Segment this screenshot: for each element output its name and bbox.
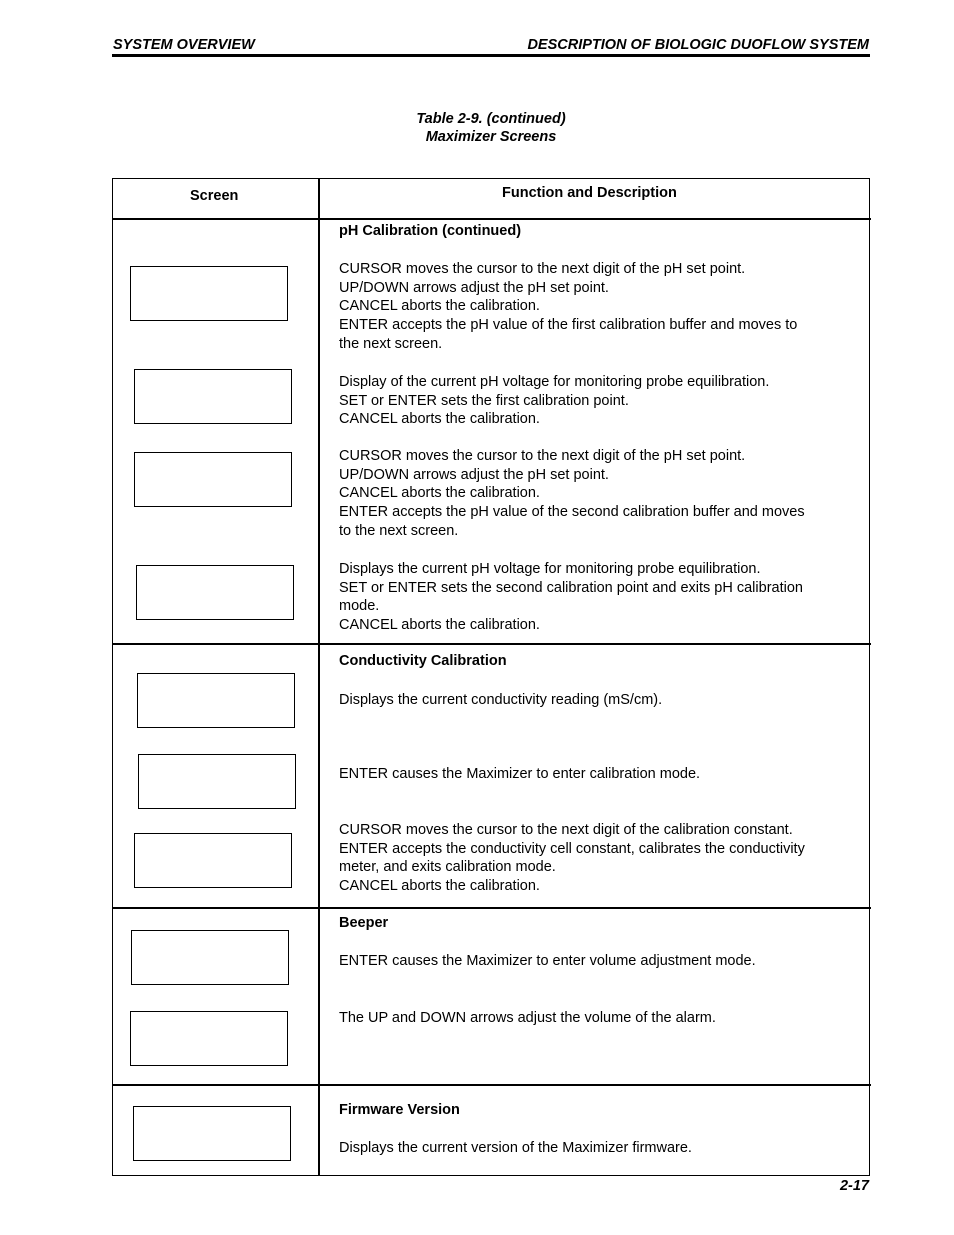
screen-box xyxy=(130,1011,288,1066)
column-header-screen: Screen xyxy=(190,188,239,204)
table-caption-number: Table 2-9. (continued) xyxy=(416,111,566,127)
text-line: ENTER causes the Maximizer to enter calibration mode. xyxy=(339,766,701,782)
text-line: Displays the current pH voltage for monitoring probe equilibration. xyxy=(339,561,761,577)
text-line: UP/DOWN arrows adjust the pH set point. xyxy=(339,279,609,296)
text-line: CURSOR moves the cursor to the next digit of the calibration constant. xyxy=(339,822,793,838)
text-line: CANCEL aborts the calibration. xyxy=(339,878,540,895)
text-line: Displays the current version of the Maximizer firmware. xyxy=(339,1140,692,1156)
running-header-left: SYSTEM OVERVIEW xyxy=(113,37,255,53)
text-line: The UP and DOWN arrows adjust the volume of the alarm. xyxy=(339,1010,716,1026)
text-line: ENTER causes the Maximizer to enter volume adjustment mode. xyxy=(339,953,756,969)
text-line: CANCEL aborts the calibration. xyxy=(339,617,540,634)
conductivity-block-1 xyxy=(339,691,854,710)
text-line: SET or ENTER sets the second calibration point and exits pH calibration xyxy=(339,579,803,596)
text-line: Displays the current conductivity reading (mS/cm). xyxy=(339,692,663,708)
screen-box xyxy=(136,565,294,620)
text-line: mode. xyxy=(339,598,380,615)
screen-box xyxy=(134,369,292,424)
conductivity-block-3 xyxy=(339,821,854,896)
text-line: meter, and exits calibration mode. xyxy=(339,859,556,876)
row-divider-ph xyxy=(112,643,871,645)
column-header-function: Function and Description xyxy=(502,185,677,201)
text-line: SET or ENTER sets the first calibration point. xyxy=(339,392,629,409)
section-title-firmware-version: Firmware Version xyxy=(339,1102,460,1118)
text-line: CANCEL aborts the calibration. xyxy=(339,411,540,428)
section-title-ph-calibration: pH Calibration (continued) xyxy=(339,223,522,239)
header-rule xyxy=(112,54,870,57)
text-line: ENTER accepts the conductivity cell constant, calibrates the conductivity xyxy=(339,840,805,857)
text-line: Display of the current pH voltage for monitoring probe equilibration. xyxy=(339,374,770,390)
ph-block-3 xyxy=(339,447,854,541)
conductivity-block-2 xyxy=(339,765,854,784)
screen-box xyxy=(137,673,295,728)
screen-box xyxy=(134,833,292,888)
screen-box xyxy=(138,754,296,809)
text-line: to the next screen. xyxy=(339,522,459,539)
beeper-block-2 xyxy=(339,1009,854,1028)
screen-box xyxy=(130,266,288,321)
text-line: the next screen. xyxy=(339,335,443,352)
header-row-divider xyxy=(112,218,871,220)
text-line: CANCEL aborts the calibration. xyxy=(339,298,540,315)
ph-block-4 xyxy=(339,560,854,635)
ph-block-2 xyxy=(339,373,854,429)
column-divider xyxy=(318,178,320,1176)
screen-box xyxy=(134,452,292,507)
page-number: 2-17 xyxy=(839,1178,869,1194)
row-divider-conductivity xyxy=(112,907,871,909)
ph-block-1 xyxy=(339,260,854,354)
section-title-beeper: Beeper xyxy=(339,915,389,931)
running-header-right: DESCRIPTION OF BIOLOGIC DUOFLOW SYSTEM xyxy=(527,37,869,53)
text-line: ENTER accepts the pH value of the second calibration buffer and moves xyxy=(339,504,805,521)
table-caption-title: Maximizer Screens xyxy=(425,129,557,145)
text-line: ENTER accepts the pH value of the first calibration buffer and moves to xyxy=(339,317,798,334)
row-divider-beeper xyxy=(112,1084,871,1086)
screen-box xyxy=(131,930,289,985)
screen-box xyxy=(133,1106,291,1161)
text-line: CANCEL aborts the calibration. xyxy=(339,485,540,502)
firmware-block-1 xyxy=(339,1139,854,1158)
beeper-block-1 xyxy=(339,952,854,971)
section-title-conductivity-calibration: Conductivity Calibration xyxy=(339,653,507,669)
text-line: CURSOR moves the cursor to the next digit of the pH set point. xyxy=(339,448,746,464)
text-line: CURSOR moves the cursor to the next digit of the pH set point. xyxy=(339,261,746,277)
text-line: UP/DOWN arrows adjust the pH set point. xyxy=(339,466,609,483)
